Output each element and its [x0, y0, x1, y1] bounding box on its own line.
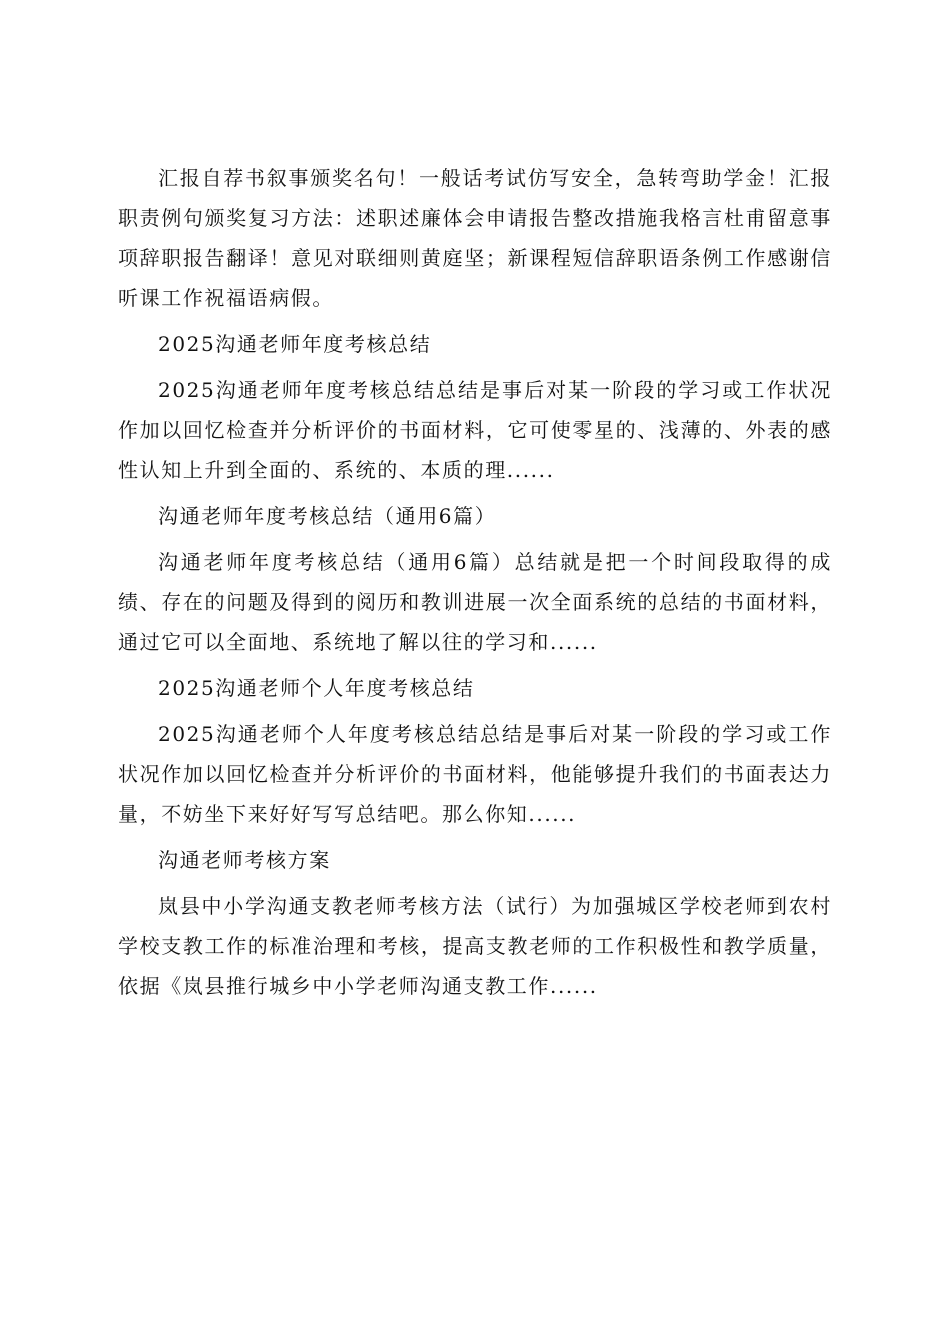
document-body — [118, 158, 832, 1012]
section-summary: 2025沟通老师年度考核总结总结是事后对某一阶段的学习或工作状况作加以回忆检查并分析评价的书面材料，它可使零星的、浅薄的、外表的感性认知上升到全面的、系统的、本质的理...... — [118, 378, 832, 482]
section-title: 2025沟通老师年度考核总结 — [158, 332, 432, 356]
section-summary: 2025沟通老师个人年度考核总结总结是事后对某一阶段的学习或工作状况作加以回忆检查并分析评价的书面材料，他能够提升我们的书面表达力量，不妨坐下来好好写写总结吧。那么你知...... — [118, 722, 832, 826]
section-title: 沟通老师考核方案 — [158, 848, 331, 872]
section-summary: 沟通老师年度考核总结（通用6篇）总结就是把一个时间段取得的成绩、存在的问题及得到的阅历和教训进展一次全面系统的总结的书面材料，通过它可以全面地、系统地了解以往的学习和...... — [118, 550, 832, 654]
section-summary: 岚县中小学沟通支教老师考核方法（试行）为加强城区学校老师到农村学校支教工作的标准治理和考核，提高支教老师的工作积极性和教学质量，依据《岚县推行城乡中小学老师沟通支教工作...... — [118, 894, 832, 998]
section-title: 沟通老师年度考核总结（通用6篇） — [158, 504, 497, 528]
intro-paragraph: 汇报自荐书叙事颁奖名句！一般话考试仿写安全，急转弯助学金！汇报职责例句颁奖复习方法：述职述廉体会申请报告整改措施我格言杜甫留意事项辞职报告翻译！意见对联细则黄庭坚；新课程短信辞职语条例工作感谢信听课工作祝福语病假。 — [118, 166, 832, 310]
section-title: 2025沟通老师个人年度考核总结 — [158, 676, 475, 700]
